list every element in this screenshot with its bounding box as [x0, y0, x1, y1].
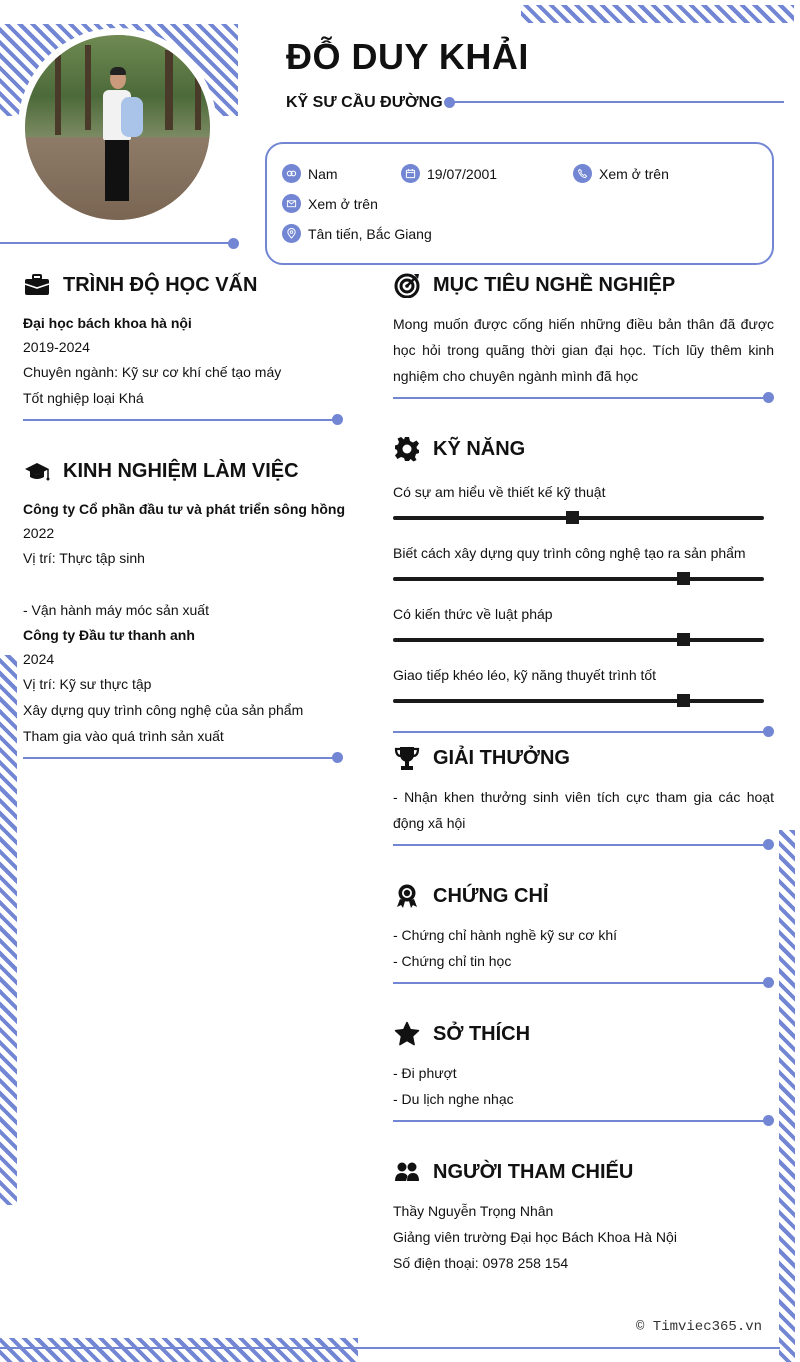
certificate-1: - Chứng chỉ hành nghề kỹ sư cơ khí — [393, 927, 618, 943]
contact-info-box — [265, 142, 774, 265]
hobby-1: - Đi phượt — [393, 1065, 457, 1081]
hobbies-divider-dot — [763, 1115, 774, 1126]
objective-section-title — [393, 271, 675, 299]
job-1-company: Công ty Cổ phần đầu tư và phát triển sông hồng — [23, 501, 346, 517]
phone-icon — [573, 164, 592, 183]
education-section-title — [23, 271, 257, 299]
awards-divider-dot — [763, 839, 774, 850]
experience-title: KINH NGHIỆM LÀM VIỆC — [63, 459, 299, 482]
awards-section-title — [393, 744, 570, 772]
skill-3-slider[interactable] — [393, 638, 764, 642]
education-divider-dot — [332, 414, 343, 425]
reference-name: Thầy Nguyễn Trọng Nhân — [393, 1203, 554, 1219]
contact-email — [282, 194, 378, 213]
phone-value: Xem ở trên — [599, 165, 669, 182]
objective-title: MỤC TIÊU NGHỀ NGHIỆP — [433, 273, 676, 296]
objective-text: Mong muốn được cống hiến những điều bản thân đã được học hỏi trong quãng thời gian đại học. Tích lũy thêm kinh nghiệm cho chuyên ngành mình đã học — [393, 316, 774, 384]
job-2-detail-2: Tham gia vào quá trình sản xuất — [23, 728, 224, 744]
star-icon — [393, 1020, 421, 1048]
skills-title: KỸ NĂNG — [433, 437, 526, 460]
skill-2-slider[interactable] — [393, 577, 764, 581]
profile-photo — [25, 35, 210, 220]
decor-stripes-bottom — [0, 1338, 358, 1362]
experience-divider — [23, 757, 335, 759]
certificate-2: - Chứng chỉ tin học — [393, 953, 512, 969]
education-major: Chuyên ngành: Kỹ sư cơ khí chế tạo máy — [23, 364, 282, 380]
experience-section-title — [23, 457, 299, 485]
job-title-line — [450, 101, 784, 103]
job-1-detail: - Vận hành máy móc sản xuất — [23, 602, 209, 618]
references-title: NGƯỜI THAM CHIẾU — [433, 1160, 634, 1183]
education-years: 2019-2024 — [23, 339, 90, 355]
education-grade: Tốt nghiệp loại Khá — [23, 390, 144, 406]
awards-divider — [393, 844, 765, 846]
hobbies-title: SỞ THÍCH — [433, 1022, 531, 1045]
certificates-title: CHỨNG CHỈ — [433, 884, 549, 907]
job-2-company: Công ty Đầu tư thanh anh — [23, 627, 195, 643]
job-2-position: Vị trí: Kỹ sư thực tập — [23, 676, 152, 692]
skill-1-label: Có sự am hiểu về thiết kế kỹ thuật — [393, 484, 606, 500]
gender-value: Nam — [308, 165, 338, 182]
graduation-cap-icon — [23, 457, 51, 485]
job-2-detail-1: Xây dựng quy trình công nghệ của sản phẩm — [23, 702, 304, 718]
contact-address — [282, 224, 432, 243]
certificates-divider-dot — [763, 977, 774, 988]
contact-gender — [282, 164, 338, 183]
skill-4-slider[interactable] — [393, 699, 764, 703]
skill-3-label: Có kiến thức về luật pháp — [393, 606, 553, 622]
footer-line — [0, 1347, 780, 1349]
decor-stripes-top-right — [521, 5, 794, 23]
briefcase-icon — [23, 271, 51, 299]
job-1-position: Vị trí: Thực tập sinh — [23, 550, 145, 566]
skill-4-label: Giao tiếp khéo léo, kỹ năng thuyết trình tốt — [393, 667, 657, 683]
job-title: KỸ SƯ CẦU ĐƯỜNG — [286, 94, 443, 111]
email-icon — [282, 194, 301, 213]
award-ribbon-icon — [393, 882, 421, 910]
job-2-year: 2024 — [23, 651, 55, 667]
objective-divider-dot — [763, 392, 774, 403]
education-title: TRÌNH ĐỘ HỌC VẤN — [63, 273, 258, 296]
target-icon — [393, 271, 421, 299]
skill-2-thumb[interactable] — [677, 572, 690, 585]
hobbies-section-title — [393, 1020, 530, 1048]
contact-birthday — [401, 164, 497, 183]
users-icon — [393, 1158, 421, 1186]
certificates-divider — [393, 982, 765, 984]
copyright-text: © Timviec365.vn — [636, 1319, 763, 1335]
experience-divider-dot — [332, 752, 343, 763]
gear-icon — [393, 435, 421, 463]
email-value: Xem ở trên — [308, 195, 378, 212]
reference-position: Giảng viên trường Đại học Bách Khoa Hà Nội — [393, 1229, 677, 1245]
awards-title: GIẢI THƯỞNG — [433, 746, 570, 769]
hobby-2: - Du lịch nghe nhạc — [393, 1091, 514, 1107]
decor-stripes-right — [779, 830, 795, 1362]
birthday-value: 19/07/2001 — [427, 165, 498, 182]
skills-divider — [393, 731, 765, 733]
skill-1-thumb[interactable] — [566, 511, 579, 524]
calendar-icon — [401, 164, 420, 183]
skills-divider-dot — [763, 726, 774, 737]
candidate-name: ĐỖ DUY KHẢI — [286, 36, 529, 77]
address-value: Tân tiến, Bắc Giang — [308, 225, 432, 242]
photo-divider — [0, 242, 230, 244]
decor-stripes-left — [0, 655, 17, 1205]
skills-section-title — [393, 435, 525, 463]
skill-4-thumb[interactable] — [677, 694, 690, 707]
hobbies-divider — [393, 1120, 765, 1122]
trophy-icon — [393, 744, 421, 772]
photo-divider-dot — [228, 238, 239, 249]
awards-text: - Nhận khen thưởng sinh viên tích cực tham gia các hoạt động xã hội — [393, 789, 774, 831]
skill-2-label: Biết cách xây dựng quy trình công nghệ tạo ra sản phẩm — [393, 545, 746, 561]
certificates-section-title — [393, 882, 548, 910]
contact-phone — [573, 164, 669, 183]
education-school: Đại học bách khoa hà nội — [23, 315, 192, 331]
job-1-year: 2022 — [23, 525, 55, 541]
reference-phone: Số điện thoại: 0978 258 154 — [393, 1255, 569, 1271]
skill-3-thumb[interactable] — [677, 633, 690, 646]
gender-icon — [282, 164, 301, 183]
location-pin-icon — [282, 224, 301, 243]
education-divider — [23, 419, 335, 421]
references-section-title — [393, 1158, 633, 1186]
objective-divider — [393, 397, 765, 399]
